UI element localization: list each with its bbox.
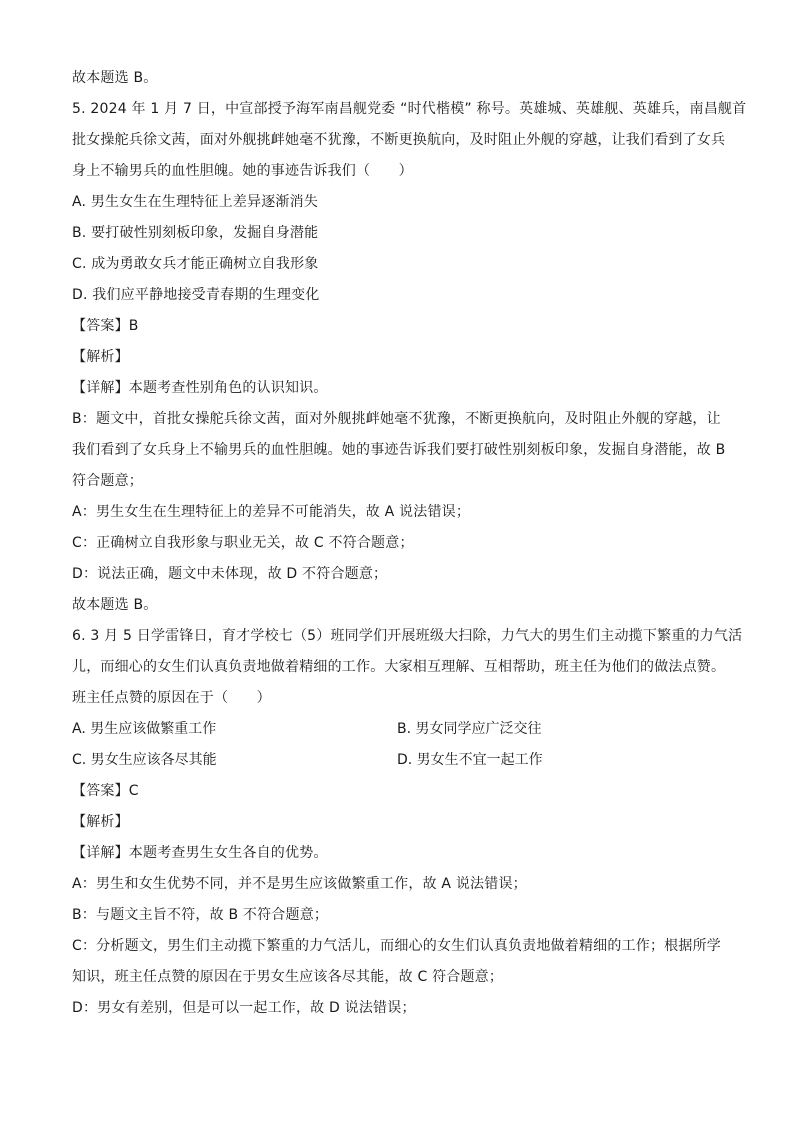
- question-5-explain-b-line-1: B：题文中，首批女操舵兵徐文茜，面对外舰挑衅她毫不犹豫，不断更换航向，及时阻止外舰的穿越，让: [72, 411, 721, 427]
- question-6-explain-a: A：男生和女生优势不同，并不是男生应该做繁重工作，故 A 说法错误；: [72, 876, 527, 892]
- question-5-explain-b-line-3: 符合题意；: [72, 473, 143, 489]
- question-6-explain-d: D：男女有差别，但是可以一起工作，故 D 说法错误；: [72, 1000, 416, 1016]
- question-6-option-a: A. 男生应该做繁重工作: [72, 721, 217, 737]
- question-6-option-d: D. 男女生不宜一起工作: [397, 752, 543, 768]
- question-6-options-row-2: [72, 745, 726, 776]
- question-5-option-b: B. 要打破性别刻板印象，发掘自身潜能: [72, 225, 319, 241]
- question-5-stem-line-1: 5. 2024 年 1 月 7 日，中宣部授予海军南昌舰党委 “时代楷模” 称号。英雄城、英雄舰、英雄兵，南昌舰首: [72, 101, 747, 117]
- question-6-stem-line-2: 儿，而细心的女生们认真负责地做着精细的工作。大家相互理解、互相帮助，班主任为他们的做法点赞。: [72, 659, 726, 675]
- question-5-detail: 【详解】本题考查性别角色的认识知识。: [72, 380, 328, 396]
- question-6-stem-line-1: 6. 3 月 5 日学雷锋日，育才学校七（5）班同学们开展班级大扫除，力气大的男生们主动揽下繁重的力气活: [72, 628, 743, 644]
- prev-question-conclusion: 故本题选 B。: [72, 70, 158, 86]
- question-5-analysis-heading: 【解析】: [72, 349, 129, 365]
- question-5-explain-c: C：正确树立自我形象与职业无关，故 C 不符合题意；: [72, 535, 414, 551]
- question-6-options-row-1: [72, 714, 726, 745]
- question-6-analysis-heading: 【解析】: [72, 814, 129, 830]
- question-5-stem-line-3: 身上不输男兵的血性胆魄。她的事迹告诉我们（ ）: [72, 163, 413, 179]
- question-6-answer: 【答案】C: [72, 783, 139, 799]
- question-6-detail: 【详解】本题考查男生女生各自的优势。: [72, 845, 328, 861]
- question-6-explain-c-line-1: C：分析题文，男生们主动揽下繁重的力气活儿，而细心的女生们认真负责地做着精细的工作；根据所学: [72, 938, 721, 954]
- question-5-stem-line-2: 批女操舵兵徐文茜，面对外舰挑衅她毫不犹豫，不断更换航向，及时阻止外舰的穿越，让我们看到了女兵: [72, 132, 726, 148]
- question-5-conclusion: 故本题选 B。: [72, 597, 158, 613]
- question-5-explain-d: D：说法正确，题文中未体现，故 D 不符合题意；: [72, 566, 388, 582]
- question-6-explain-b: B：与题文主旨不符，故 B 不符合题意；: [72, 907, 329, 923]
- question-6-stem-line-3: 班主任点赞的原因在于（ ）: [72, 690, 271, 706]
- question-6-option-b: B. 男女同学应广泛交往: [397, 721, 542, 737]
- question-5-answer: 【答案】B: [72, 318, 139, 334]
- question-5-option-c: C. 成为勇敢女兵才能正确树立自我形象: [72, 256, 319, 272]
- question-6-option-c: C. 男女生应该各尽其能: [72, 752, 217, 768]
- question-5-explain-b-line-2: 我们看到了女兵身上不输男兵的血性胆魄。她的事迹告诉我们要打破性别刻板印象，发掘自身潜能，故 B: [72, 442, 726, 458]
- question-6-explain-c-line-2: 知识，班主任点赞的原因在于男女生应该各尽其能，故 C 符合题意；: [72, 969, 504, 985]
- question-5-option-d: D. 我们应平静地接受青春期的生理变化: [72, 287, 320, 303]
- question-5-explain-a: A：男生女生在生理特征上的差异不可能消失，故 A 说法错误；: [72, 504, 471, 520]
- document-page: [72, 63, 747, 1024]
- question-5-option-a: A. 男生女生在生理特征上差异逐渐消失: [72, 194, 319, 210]
